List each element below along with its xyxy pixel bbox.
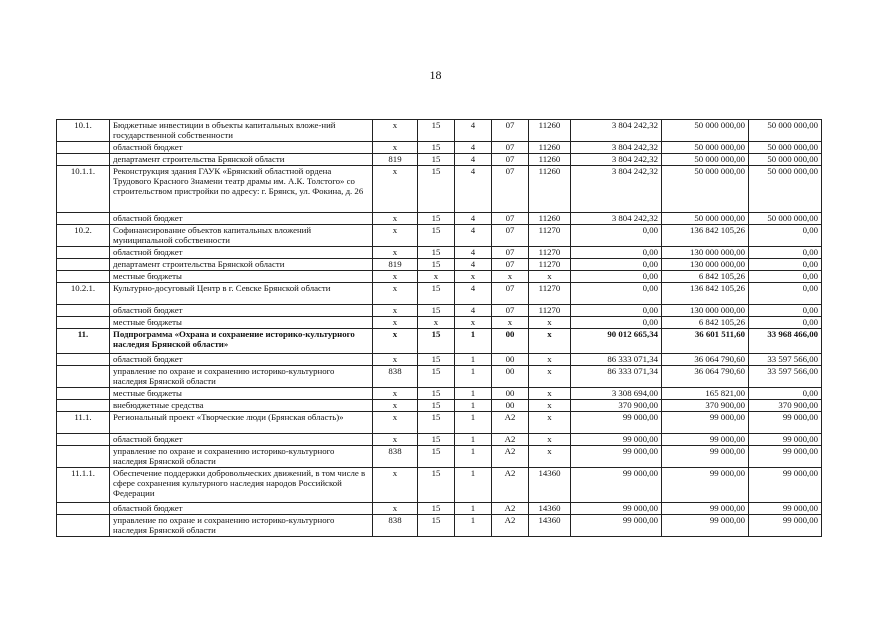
direction-code: 11260 [529,166,571,213]
event-code: 07 [492,166,529,213]
event-code: 07 [492,283,529,305]
event-code: х [492,271,529,283]
admin-code: х [373,166,418,213]
subprogram-code: 1 [455,412,492,434]
event-code: х [492,317,529,329]
admin-code: 838 [373,366,418,388]
direction-code: 11270 [529,225,571,247]
subprogram-code: 4 [455,305,492,317]
table-row [57,213,822,225]
row-name: Культурно-досуговый Центр в г. Севске Брянской области [110,283,373,305]
row-name: областной бюджет [110,305,373,317]
direction-code: х [529,400,571,412]
program-code: 15 [418,515,455,537]
admin-code: х [373,388,418,400]
admin-code: 838 [373,446,418,468]
program-code: 15 [418,412,455,434]
event-code: 00 [492,388,529,400]
row-name: областной бюджет [110,503,373,515]
program-code: 15 [418,468,455,503]
direction-code: х [529,446,571,468]
subprogram-code: 4 [455,166,492,213]
admin-code: х [373,468,418,503]
table-row [57,142,822,154]
row-number [57,317,110,329]
subprogram-code: 1 [455,515,492,537]
event-code: 07 [492,259,529,271]
direction-code: х [529,434,571,446]
program-code: 15 [418,142,455,154]
amount-year-2: 6 842 105,26 [662,271,749,283]
row-name: местные бюджеты [110,317,373,329]
subprogram-code: 4 [455,259,492,271]
subprogram-code: 4 [455,213,492,225]
amount-year-3: 50 000 000,00 [749,120,822,142]
table-row [57,317,822,329]
subprogram-code: 1 [455,366,492,388]
table-row [57,329,822,354]
direction-code: 11270 [529,305,571,317]
admin-code: х [373,225,418,247]
admin-code: х [373,412,418,434]
row-name: внебюджетные средства [110,400,373,412]
amount-year-2: 99 000,00 [662,468,749,503]
amount-year-2: 36 064 790,60 [662,366,749,388]
amount-year-3: 33 597 566,00 [749,354,822,366]
admin-code: х [373,305,418,317]
program-code: 15 [418,354,455,366]
direction-code: 11270 [529,259,571,271]
row-number: 10.1. [57,120,110,142]
row-number [57,434,110,446]
row-name: управление по охране и сохранению историко-культурного наследия Брянской области [110,515,373,537]
row-number [57,354,110,366]
row-name: управление по охране и сохранению историко-культурного наследия Брянской области [110,366,373,388]
amount-year-1: 90 012 665,34 [571,329,662,354]
amount-year-2: 50 000 000,00 [662,166,749,213]
row-number [57,515,110,537]
row-name: областной бюджет [110,434,373,446]
event-code: 00 [492,400,529,412]
row-number [57,271,110,283]
event-code: 07 [492,154,529,166]
admin-code: х [373,317,418,329]
amount-year-3: 33 968 466,00 [749,329,822,354]
table-row [57,305,822,317]
table-row [57,446,822,468]
program-code: 15 [418,329,455,354]
event-code: 00 [492,354,529,366]
amount-year-1: 99 000,00 [571,446,662,468]
event-code: 07 [492,247,529,259]
direction-code: х [529,366,571,388]
row-number [57,388,110,400]
amount-year-1: 0,00 [571,283,662,305]
admin-code: 819 [373,154,418,166]
amount-year-1: 99 000,00 [571,412,662,434]
table-row [57,225,822,247]
row-name: Реконструкция здания ГАУК «Брянский областной ордена Трудового Красного Знамени театр драмы им. А.К. Толстого» со строительством пристройки по адресу: г. Брянск, ул. Фокина, д. 26 [110,166,373,213]
amount-year-2: 36 601 511,60 [662,329,749,354]
table-row [57,412,822,434]
amount-year-2: 130 000 000,00 [662,305,749,317]
program-code: 15 [418,388,455,400]
amount-year-2: 165 821,00 [662,388,749,400]
row-number: 10.2. [57,225,110,247]
event-code: А2 [492,468,529,503]
amount-year-3: 50 000 000,00 [749,142,822,154]
subprogram-code: 1 [455,400,492,412]
event-code: 07 [492,213,529,225]
amount-year-1: 0,00 [571,305,662,317]
table-row [57,400,822,412]
row-number: 11. [57,329,110,354]
amount-year-3: 99 000,00 [749,446,822,468]
direction-code: х [529,329,571,354]
amount-year-3: 99 000,00 [749,468,822,503]
event-code: 07 [492,142,529,154]
admin-code: х [373,503,418,515]
table-row [57,166,822,213]
amount-year-1: 3 804 242,32 [571,166,662,213]
row-number: 11.1.1. [57,468,110,503]
page-number: 18 [429,68,442,82]
direction-code: х [529,354,571,366]
amount-year-2: 99 000,00 [662,412,749,434]
subprogram-code: 4 [455,142,492,154]
row-number [57,503,110,515]
event-code: А2 [492,503,529,515]
program-code: 15 [418,225,455,247]
program-code: 15 [418,305,455,317]
amount-year-1: 3 804 242,32 [571,142,662,154]
amount-year-3: 50 000 000,00 [749,213,822,225]
row-name: областной бюджет [110,213,373,225]
row-name: Обеспечение поддержки добровольческих движений, в том числе в сфере сохранения культурного наследия народов Российской Федерации [110,468,373,503]
subprogram-code: 1 [455,446,492,468]
subprogram-code: 4 [455,120,492,142]
row-number: 11.1. [57,412,110,434]
subprogram-code: 4 [455,225,492,247]
amount-year-2: 99 000,00 [662,515,749,537]
amount-year-2: 6 842 105,26 [662,317,749,329]
row-number [57,213,110,225]
amount-year-2: 130 000 000,00 [662,259,749,271]
amount-year-3: 0,00 [749,388,822,400]
event-code: 00 [492,329,529,354]
subprogram-code: 4 [455,283,492,305]
table-row [57,515,822,537]
row-number [57,247,110,259]
row-number [57,259,110,271]
amount-year-3: 0,00 [749,225,822,247]
amount-year-1: 86 333 071,34 [571,366,662,388]
amount-year-1: 0,00 [571,225,662,247]
table-row [57,271,822,283]
row-name: управление по охране и сохранению историко-культурного наследия Брянской области [110,446,373,468]
amount-year-3: 0,00 [749,247,822,259]
amount-year-2: 50 000 000,00 [662,154,749,166]
amount-year-2: 36 064 790,60 [662,354,749,366]
direction-code: 11270 [529,283,571,305]
amount-year-2: 50 000 000,00 [662,142,749,154]
program-code: 15 [418,213,455,225]
direction-code: 11260 [529,120,571,142]
row-number: 10.2.1. [57,283,110,305]
program-code: 15 [418,366,455,388]
admin-code: х [373,213,418,225]
amount-year-1: 370 900,00 [571,400,662,412]
table-row [57,366,822,388]
direction-code: 14360 [529,503,571,515]
program-code: 15 [418,166,455,213]
program-code: х [418,271,455,283]
program-code: х [418,317,455,329]
amount-year-3: 0,00 [749,271,822,283]
amount-year-1: 0,00 [571,271,662,283]
subprogram-code: 4 [455,154,492,166]
row-number [57,400,110,412]
program-code: 15 [418,283,455,305]
row-name: Региональный проект «Творческие люди (Брянская область)» [110,412,373,434]
direction-code: 14360 [529,468,571,503]
amount-year-1: 3 804 242,32 [571,154,662,166]
table-row [57,503,822,515]
table-row [57,283,822,305]
program-code: 15 [418,434,455,446]
amount-year-3: 0,00 [749,283,822,305]
direction-code: 11260 [529,154,571,166]
row-name: Бюджетные инвестиции в объекты капитальных вложе-ний государственной собственности [110,120,373,142]
amount-year-2: 50 000 000,00 [662,120,749,142]
row-name: местные бюджеты [110,271,373,283]
admin-code: х [373,283,418,305]
subprogram-code: 4 [455,247,492,259]
program-code: 15 [418,259,455,271]
program-code: 15 [418,247,455,259]
row-number [57,142,110,154]
amount-year-2: 99 000,00 [662,446,749,468]
direction-code: х [529,412,571,434]
amount-year-3: 99 000,00 [749,412,822,434]
amount-year-1: 0,00 [571,317,662,329]
table-row [57,154,822,166]
row-name: Подпрограмма «Охрана и сохранение историко-культурного наследия Брянской области» [110,329,373,354]
amount-year-3: 0,00 [749,317,822,329]
row-name: Софинансирование объектов капитальных вложений муниципальной собственности [110,225,373,247]
admin-code: 838 [373,515,418,537]
program-code: 15 [418,400,455,412]
direction-code: 14360 [529,515,571,537]
admin-code: х [373,434,418,446]
direction-code: 11270 [529,247,571,259]
amount-year-1: 3 308 694,00 [571,388,662,400]
direction-code: х [529,388,571,400]
subprogram-code: 1 [455,329,492,354]
admin-code: х [373,142,418,154]
table-row [57,434,822,446]
amount-year-2: 99 000,00 [662,434,749,446]
row-name: департамент строительства Брянской области [110,154,373,166]
amount-year-3: 50 000 000,00 [749,166,822,213]
direction-code: х [529,317,571,329]
direction-code: 11260 [529,142,571,154]
subprogram-code: 1 [455,434,492,446]
amount-year-2: 99 000,00 [662,503,749,515]
table-row [57,120,822,142]
event-code: А2 [492,412,529,434]
admin-code: х [373,247,418,259]
row-name: областной бюджет [110,354,373,366]
amount-year-1: 3 804 242,32 [571,213,662,225]
program-code: 15 [418,154,455,166]
row-number [57,305,110,317]
row-number [57,366,110,388]
amount-year-3: 99 000,00 [749,434,822,446]
amount-year-3: 99 000,00 [749,503,822,515]
event-code: 00 [492,366,529,388]
admin-code: х [373,354,418,366]
amount-year-3: 50 000 000,00 [749,154,822,166]
amount-year-1: 99 000,00 [571,434,662,446]
amount-year-2: 50 000 000,00 [662,213,749,225]
row-number: 10.1.1. [57,166,110,213]
amount-year-2: 136 842 105,26 [662,283,749,305]
table-row [57,259,822,271]
row-name: местные бюджеты [110,388,373,400]
subprogram-code: 1 [455,354,492,366]
subprogram-code: 1 [455,468,492,503]
event-code: А2 [492,515,529,537]
table-row [57,468,822,503]
amount-year-3: 33 597 566,00 [749,366,822,388]
event-code: 07 [492,120,529,142]
subprogram-code: 1 [455,388,492,400]
amount-year-1: 99 000,00 [571,515,662,537]
subprogram-code: 1 [455,503,492,515]
admin-code: х [373,329,418,354]
admin-code: х [373,400,418,412]
budget-table [56,119,822,537]
program-code: 15 [418,120,455,142]
amount-year-1: 0,00 [571,247,662,259]
row-name: областной бюджет [110,142,373,154]
amount-year-1: 99 000,00 [571,503,662,515]
direction-code: 11260 [529,213,571,225]
amount-year-3: 0,00 [749,305,822,317]
event-code: А2 [492,434,529,446]
amount-year-2: 136 842 105,26 [662,225,749,247]
event-code: 07 [492,225,529,247]
table-row [57,247,822,259]
subprogram-code: х [455,317,492,329]
row-number [57,446,110,468]
row-name: департамент строительства Брянской области [110,259,373,271]
admin-code: х [373,120,418,142]
amount-year-3: 99 000,00 [749,515,822,537]
event-code: А2 [492,446,529,468]
amount-year-3: 0,00 [749,259,822,271]
program-code: 15 [418,503,455,515]
amount-year-1: 99 000,00 [571,468,662,503]
amount-year-1: 3 804 242,32 [571,120,662,142]
amount-year-2: 130 000 000,00 [662,247,749,259]
row-name: областной бюджет [110,247,373,259]
amount-year-1: 86 333 071,34 [571,354,662,366]
amount-year-2: 370 900,00 [662,400,749,412]
row-number [57,154,110,166]
direction-code: х [529,271,571,283]
table-row [57,354,822,366]
table-row [57,388,822,400]
event-code: 07 [492,305,529,317]
amount-year-1: 0,00 [571,259,662,271]
admin-code: х [373,271,418,283]
subprogram-code: х [455,271,492,283]
amount-year-3: 370 900,00 [749,400,822,412]
program-code: 15 [418,446,455,468]
admin-code: 819 [373,259,418,271]
